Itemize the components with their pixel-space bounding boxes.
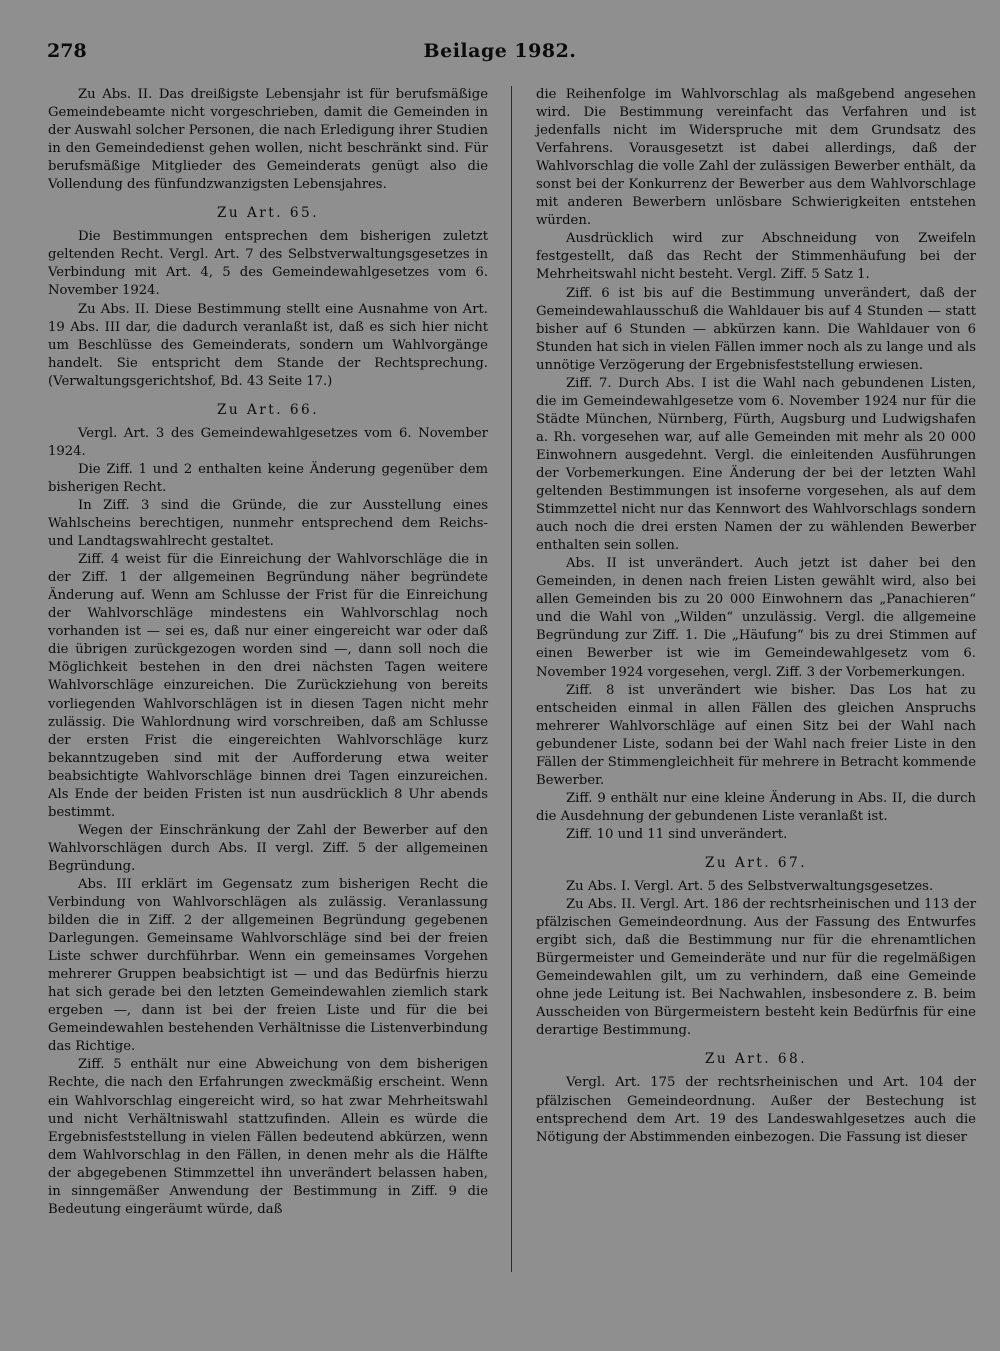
paragraph: Ziff. 9 enthält nur eine kleine Änderung in Abs. II, die durch die Ausdehnung der gebundenen Liste veranlaßt ist.: [536, 790, 976, 824]
paragraph: die Reihenfolge im Wahlvorschlag als maßgebend angesehen wird. Die Bestimmung vereinfacht das Verfahren und ist jedenfalls nicht im Widerspruche mit dem Grundsatz des Verfahrens. Vorausgesetzt ist dabei allerdings, daß der Wahlvorschlag die volle Zahl der zulässigen Bewerber enthält, da sonst bei der Konkurrenz der Bewerber aus dem Wahlvorschlage mit anderen Bewerbern unlösbare Schwierigkeiten entstehen würden.: [536, 87, 976, 229]
paragraph: Die Ziff. 1 und 2 enthalten keine Änderung gegenüber dem bisherigen Recht.: [48, 461, 488, 495]
paragraph: Ziff. 8 ist unverändert wie bisher. Das Los hat zu entscheiden einmal in allen Fällen des gleichen Anspruchs mehrerer Wahlvorschläge auf einen Sitz bei der Wahl nach gebundener Liste, sodann bei der Wahl nach freier Liste in den Fällen der Stimmengleichheit für mehrere in Betracht kommende Bewerber.: [536, 682, 977, 788]
paragraph: Vergl. Art. 175 der rechtsrheinischen und Art. 104 der pfälzischen Gemeindeordnung. Außer der Bestechung ist entsprechend dem Art. 19 des Landeswahlgesetzes auch die Nötigung der Abstimmenden einbezogen. Die Fassung ist dieser: [536, 1075, 976, 1145]
section-heading: Zu Art. 67.: [704, 854, 808, 871]
paragraph: Zu Abs. II. Diese Bestimmung stellt eine Ausnahme von Art. 19 Abs. III dar, die dadurch veranlaßt ist, daß es sich hier nicht um Beschlüsse des Gemeinderats, sondern um Wahlvorgänge handelt. Sie entspricht dem Stande der Rechtsprechung. (Verwaltungsgerichtshof, Bd. 43 Seite 17.): [48, 301, 488, 389]
column-divider: [511, 86, 512, 1272]
paragraph: Abs. III erklärt im Gegensatz zum bisherigen Recht die Verbindung von Wahlvorschlägen als zulässig. Veranlassung bilden die in Ziff. 2 der allgemeinen Begründung gegebenen Darlegungen. Gemeinsame Wahlvorschläge sind bei der freien Liste schwer durchführbar. Wenn ein gemeinsames Vorgehen mehrerer Gruppen beabsichtigt ist — und das Bedürfnis hierzu hat sich gerade bei den letzten Gemeindewahlen ziemlich stark ergeben —, dann ist bei der freien Liste und für die bei Gemeindewahlen bestehenden Verhältnisse die Listenverbindung das Richtige.: [48, 876, 488, 1055]
paragraph: Wegen der Einschränkung der Zahl der Bewerber auf den Wahlvorschlägen durch Abs. II vergl. Ziff. 5 der allgemeinen Begründung.: [48, 822, 488, 874]
paragraph: Ziff. 6 ist bis auf die Bestimmung unverändert, daß der Gemeindewahlausschuß die Wahldauer bis auf 4 Stunden — statt bisher auf 6 Stunden — abkürzen kann. Die Wahldauer von 6 Stunden hat sich in vielen Fällen immer noch als zu lange und als unnötige Verzögerung der Ergebnisfeststellung erwiesen.: [536, 285, 976, 373]
paragraph: Ziff. 5 enthält nur eine Abweichung von dem bisherigen Rechte, die nach den Erfahrungen zweckmäßig erscheint. Wenn ein Wahlvorschlag eingereicht wird, so hat zwar Mehrheitswahl und nicht Verhältniswahl stattzufinden. Allein es würde die Ergebnisfeststellung in vielen Fällen bedeutend abkürzen, wenn dem Wahlvorschlag in den Fällen, in denen mehr als die Hälfte der abgegebenen Stimmzettel ihn unverändert belassen haben, in sinngemäßer Anwendung der Bestimmung in Ziff. 9 die Bedeutung eingeräumt würde, daß: [48, 1057, 488, 1217]
section-heading: Zu Art. 65.: [216, 205, 320, 222]
paragraph: In Ziff. 3 sind die Gründe, die zur Ausstellung eines Wahlscheins berechtigen, nunmehr entsprechend dem Reichs- und Landtagswahlrecht gestaltet.: [48, 497, 488, 550]
paragraph: Ziff. 10 und 11 sind unverändert.: [566, 826, 788, 842]
page-header: Beilage 1982.: [423, 40, 577, 62]
section-heading: Zu Art. 66.: [216, 401, 320, 418]
paragraph: Ziff. 4 weist für die Einreichung der Wahlvorschläge die in der Ziff. 1 der allgemeinen Begründung näher begründete Änderung auf. Wenn am Schlusse der Frist für die Einreichung der Wahlvorschläge mindestens ein Wahlvorschlag noch vorhanden ist — sei es, daß nur einer eingereicht war oder daß die übrigen zurückgezogen worden sind —, dann soll noch die Möglichkeit bestehen in den drei nächsten Tagen weitere Wahlvorschläge einzureichen. Die Zurückziehung von bereits vorliegenden Wahlvorschlägen ist in diesen Tagen nicht mehr zulässig. Die Wahlordnung wird vorschreiben, daß am Schlusse der ersten Frist die eingereichten Wahlvorschläge kurz bekanntzugeben sind mit der Aufforderung etwa weiter beabsichtigte Wahlvorschläge binnen drei Tagen einzureichen. Als Ende der beiden Fristen ist nun ausdrücklich 8 Uhr abends bestimmt.: [48, 552, 488, 820]
paragraph: Vergl. Art. 3 des Gemeindewahlgesetzes vom 6. November 1924.: [48, 425, 488, 459]
paragraph: Ausdrücklich wird zur Abschneidung von Zweifeln festgestellt, daß das Recht der Stimmenhäufung bei der Mehrheitswahl nicht besteht. Vergl. Ziff. 5 Satz 1.: [536, 231, 976, 283]
paragraph: Zu Abs. I. Vergl. Art. 5 des Selbstverwaltungsgesetzes.: [566, 879, 934, 895]
left-column: [48, 86, 488, 1219]
paragraph: Die Bestimmungen entsprechen dem bisherigen zuletzt geltenden Recht. Vergl. Art. 7 des Selbstverwaltungsgesetzes in Verbindung mit Art. 4, 5 des Gemeindewahlgesetzes vom 6. November 1924.: [48, 229, 488, 299]
page-number: 278: [47, 40, 87, 62]
paragraph: Abs. II ist unverändert. Auch jetzt ist daher bei den Gemeinden, in denen nach freien Listen gewählt wird, also bei allen Gemeinden bis zu 20 000 Einwohnern das „Panachieren“ und die Wahl von „Wilden“ unzulässig. Vergl. die allgemeine Begründung zur Ziff. 1. Die „Häufung“ bis zu drei Stimmen auf einen Bewerber ist wie im Gemeindewahlgesetz vom 6. November 1924 vorgesehen, vergl. Ziff. 3 der Vorbemerkungen.: [536, 556, 976, 680]
right-column: [536, 86, 976, 1147]
section-heading: Zu Art. 68.: [704, 1051, 808, 1068]
paragraph: Zu Abs. II. Das dreißigste Lebensjahr ist für berufsmäßige Gemeindebeamte nicht vorgeschrieben, damit die Gemeinden in der Auswahl solcher Personen, die nach Erledigung ihrer Studien in den Gemeindedienst gehen wollen, nicht beschränkt sind. Für berufsmäßige Mitglieder des Gemeinderats genügt also die Vollendung des fünfundzwanzigsten Lebensjahres.: [48, 87, 488, 193]
paragraph: Ziff. 7. Durch Abs. I ist die Wahl nach gebundenen Listen, die im Gemeindewahlgesetze vom 6. November 1924 nur für die Städte München, Nürnberg, Fürth, Augsburg und Ludwigshafen a. Rh. vorgesehen war, auf alle Gemeinden mit mehr als 20 000 Einwohnern ausgedehnt. Vergl. die einleitenden Ausführungen der Vorbemerkungen. Eine Änderung der bei der letzten Wahl geltenden Bestimmungen ist insoferne vorgesehen, als auf dem Stimmzettel nicht nur das Kennwort des Wahlvorschlags sondern auch noch die drei ersten Namen der zu wählenden Bewerber enthalten sein sollen.: [536, 375, 976, 554]
paragraph: Zu Abs. II. Vergl. Art. 186 der rechtsrheinischen und 113 der pfälzischen Gemeindeordnung. Aus der Fassung des Entwurfes ergibt sich, daß die Bestimmung nur für die ehrenamtlichen Bürgermeister und Gemeinderäte und nur für die regelmäßigen Gemeindewahlen gilt, um zu verhindern, daß eine Gemeinde ohne jede Leitung ist. Bei Nachwahlen, insbesondere z. B. beim Ausscheiden von Bürgermeistern besteht kein Bedürfnis für eine derartige Bestimmung.: [536, 897, 976, 1039]
